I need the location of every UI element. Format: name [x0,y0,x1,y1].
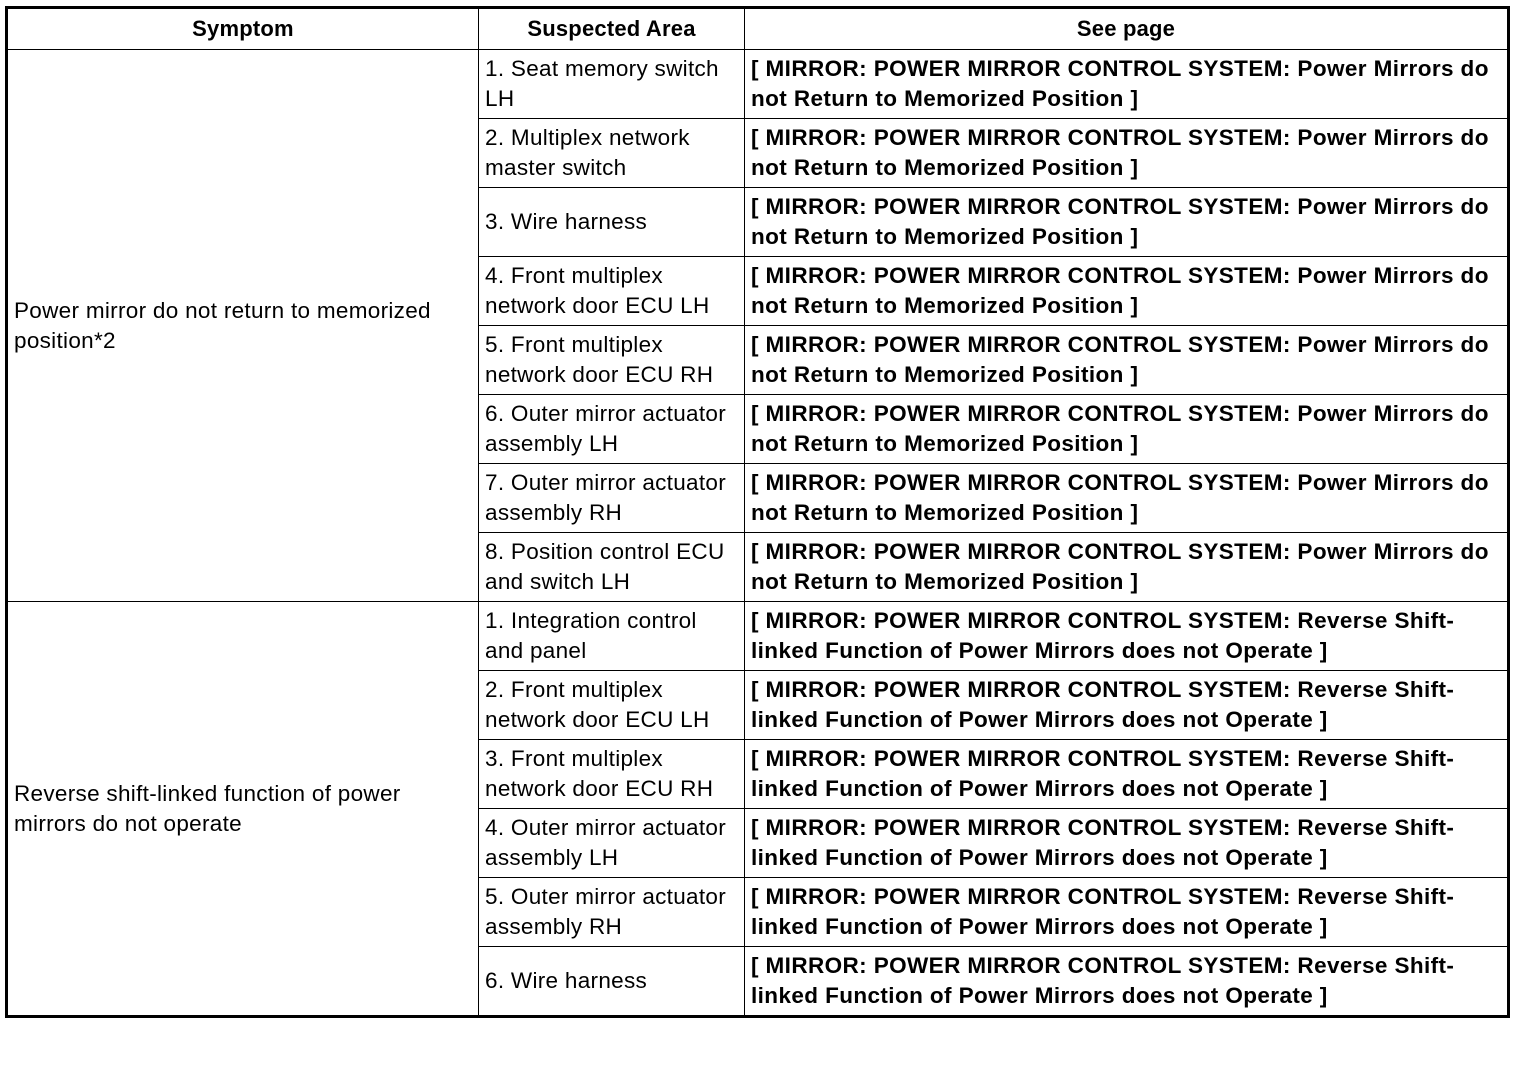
header-row [7,8,1509,50]
suspected-area-cell: 1. Seat memory switch LH [479,50,745,119]
see-page-link[interactable]: [ MIRROR: POWER MIRROR CONTROL SYSTEM: Reverse Shift-linked Function of Power Mirrors does not Operate ] [745,947,1509,1017]
see-page-link[interactable]: [ MIRROR: POWER MIRROR CONTROL SYSTEM: Reverse Shift-linked Function of Power Mirrors does not Operate ] [745,740,1509,809]
see-page-link[interactable]: [ MIRROR: POWER MIRROR CONTROL SYSTEM: Power Mirrors do not Return to Memorized Position ] [745,464,1509,533]
see-page-link[interactable]: [ MIRROR: POWER MIRROR CONTROL SYSTEM: Reverse Shift-linked Function of Power Mirrors does not Operate ] [745,671,1509,740]
see-page-link[interactable]: [ MIRROR: POWER MIRROR CONTROL SYSTEM: Power Mirrors do not Return to Memorized Position ] [745,188,1509,257]
suspected-area-cell: 8. Position control ECU and switch LH [479,533,745,602]
header-suspected-area: Suspected Area [479,8,745,50]
see-page-link[interactable]: [ MIRROR: POWER MIRROR CONTROL SYSTEM: Power Mirrors do not Return to Memorized Position ] [745,257,1509,326]
suspected-area-cell: 7. Outer mirror actuator assembly RH [479,464,745,533]
suspected-area-cell: 3. Front multiplex network door ECU RH [479,740,745,809]
suspected-area-cell: 2. Multiplex network master switch [479,119,745,188]
suspected-area-cell: 6. Outer mirror actuator assembly LH [479,395,745,464]
see-page-link[interactable]: [ MIRROR: POWER MIRROR CONTROL SYSTEM: Power Mirrors do not Return to Memorized Position ] [745,395,1509,464]
suspected-area-cell: 4. Outer mirror actuator assembly LH [479,809,745,878]
suspected-area-cell: 5. Outer mirror actuator assembly RH [479,878,745,947]
see-page-link[interactable]: [ MIRROR: POWER MIRROR CONTROL SYSTEM: Reverse Shift-linked Function of Power Mirrors does not Operate ] [745,602,1509,671]
suspected-area-cell: 2. Front multiplex network door ECU LH [479,671,745,740]
see-page-link[interactable]: [ MIRROR: POWER MIRROR CONTROL SYSTEM: Power Mirrors do not Return to Memorized Position ] [745,50,1509,119]
table-row [7,50,1509,119]
symptom-cell: Reverse shift-linked function of power mirrors do not operate [7,602,479,1017]
see-page-link[interactable]: [ MIRROR: POWER MIRROR CONTROL SYSTEM: Power Mirrors do not Return to Memorized Position ] [745,326,1509,395]
see-page-link[interactable]: [ MIRROR: POWER MIRROR CONTROL SYSTEM: Power Mirrors do not Return to Memorized Position ] [745,119,1509,188]
see-page-link[interactable]: [ MIRROR: POWER MIRROR CONTROL SYSTEM: Power Mirrors do not Return to Memorized Position ] [745,533,1509,602]
symptom-cell: Power mirror do not return to memorized position*2 [7,50,479,602]
header-see-page: See page [745,8,1509,50]
suspected-area-cell: 1. Integration control and panel [479,602,745,671]
table-row [7,602,1509,671]
see-page-link[interactable]: [ MIRROR: POWER MIRROR CONTROL SYSTEM: Reverse Shift-linked Function of Power Mirrors does not Operate ] [745,878,1509,947]
suspected-area-cell: 4. Front multiplex network door ECU LH [479,257,745,326]
see-page-link[interactable]: [ MIRROR: POWER MIRROR CONTROL SYSTEM: Reverse Shift-linked Function of Power Mirrors does not Operate ] [745,809,1509,878]
suspected-area-cell: 3. Wire harness [479,188,745,257]
suspected-area-cell: 5. Front multiplex network door ECU RH [479,326,745,395]
header-symptom: Symptom [7,8,479,50]
suspected-area-cell: 6. Wire harness [479,947,745,1017]
troubleshooting-table [5,6,1510,1018]
